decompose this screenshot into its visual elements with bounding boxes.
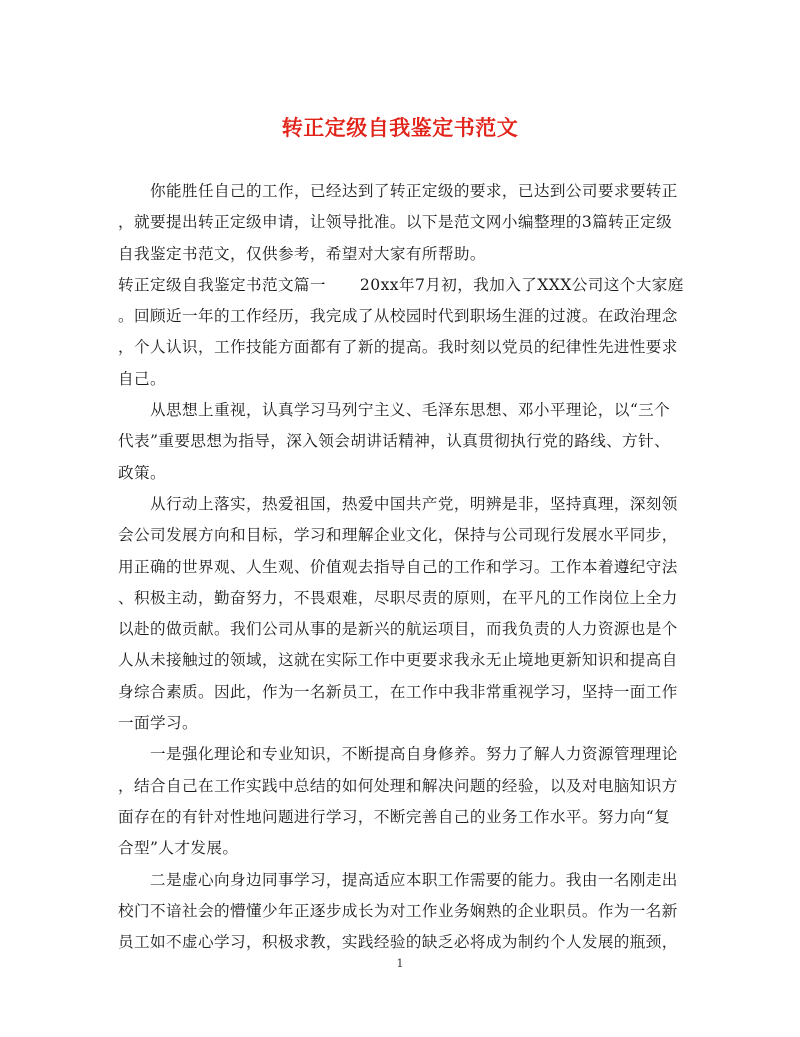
text-line: 、积极主动，勤奋努力，不畏艰难，尽职尽责的原则，在平凡的工作岗位上全力 xyxy=(118,588,678,607)
text-line: 人从未接触过的领域，这就在实际工作中更要求我永无止境地更新知识和提高自 xyxy=(118,651,678,670)
text-line: 校门不谙社会的懵懂少年正逐步成长为对工作业务娴熟的企业职员。作为一名新 xyxy=(118,901,678,920)
document-title: 转正定级自我鉴定书范文 xyxy=(281,115,519,140)
text-line: 从行动上落实，热爱祖国，热爱中国共产党，明辨是非，坚持真理，深刻领 xyxy=(150,494,678,513)
text-line: 从思想上重视，认真学习马列宁主义、毛泽东思想、邓小平理论，以“三个 xyxy=(150,401,671,420)
text-line: 会公司发展方向和目标，学习和理解企业文化，保持与公司现行发展水平同步， xyxy=(118,526,678,545)
text-line: 代表”重要思想为指导，深入领会胡讲话精神，认真贯彻执行党的路线、方针、 xyxy=(118,432,671,451)
text-line: 用正确的世界观、人生观、价值观去指导自己的工作和学习。工作本着遵纪守法 xyxy=(118,557,678,576)
document-body xyxy=(118,176,686,958)
text-line: 二是虚心向身边同事学习，提高适应本职工作需要的能力。我由一名刚走出 xyxy=(150,870,678,889)
page-number: 1 xyxy=(396,957,404,970)
text-line: 员工如不虚心学习，积极求教，实践经验的缺乏必将成为制约个人发展的瓶颈， xyxy=(118,933,678,952)
text-line-section-heading xyxy=(118,270,686,301)
text-line: 你能胜任自己的工作，已经达到了转正定级的要求，已达到公司要求要转正 xyxy=(150,182,678,200)
text-line: ，结合自己在工作实践中总结的如何处理和解决问题的经验，以及对电脑知识方 xyxy=(118,776,678,795)
text-line: ，个人认识，工作技能方面都有了新的提高。我时刻以党员的纪律性先进性要求 xyxy=(118,338,678,357)
text-line: 自我鉴定书范文，仅供参考，希望对大家有所帮助。 xyxy=(118,244,486,263)
text-line: 一面学习。 xyxy=(118,714,198,733)
section-heading: 转正定级自我鉴定书范文篇一 xyxy=(118,275,326,294)
text-line: 一是强化理论和专业知识，不断提高自身修养。努力了解人力资源管理理论 xyxy=(150,745,678,764)
text-line: 合型”人才发展。 xyxy=(118,839,239,858)
text-line-segment: 20xx年7月初，我加入了XXX公司这个大家庭 xyxy=(359,275,684,294)
text-line: ，就要提出转正定级申请，让领导批准。以下是范文网小编整理的3篇转正定级 xyxy=(118,213,673,232)
text-line: 自己。 xyxy=(118,369,166,388)
text-line: 以赴的做贡献。我们公司从事的是新兴的航运项目，而我负责的人力资源也是个 xyxy=(118,620,678,639)
text-line: 身综合素质。因此，作为一名新员工，在工作中我非常重视学习，坚持一面工作 xyxy=(118,682,678,701)
text-line: 面存在的有针对性地问题进行学习，不断完善自己的业务工作水平。努力向“复 xyxy=(118,807,671,826)
text-line: 。回顾近一年的工作经历，我完成了从校园时代到职场生涯的过渡。在政治理念 xyxy=(118,307,678,326)
text-line: 政策。 xyxy=(118,463,166,482)
